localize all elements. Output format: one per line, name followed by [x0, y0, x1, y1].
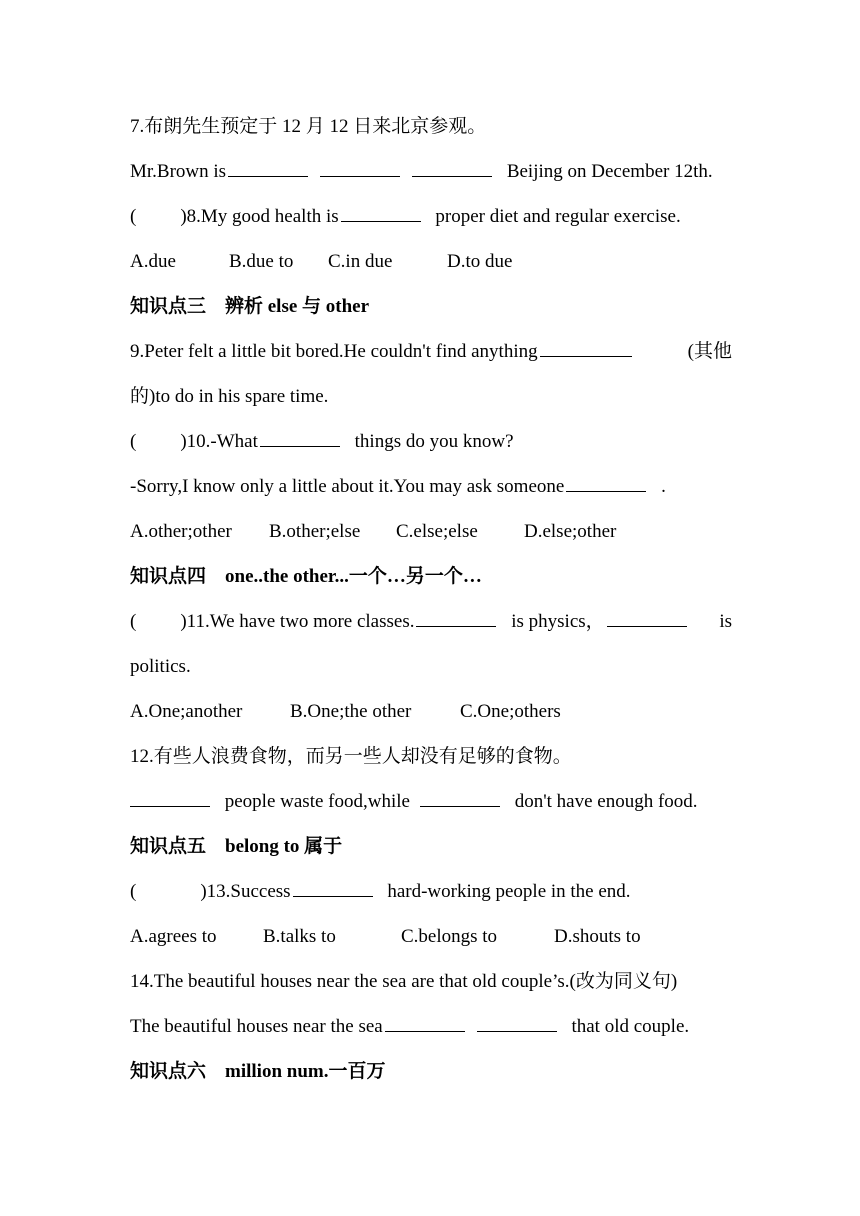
question-7-chinese-text: 7.布朗先生预定于 12 月 12 日来北京参观。 [130, 116, 487, 137]
option-a: A.One;another [130, 701, 243, 722]
answer-blank[interactable] [130, 805, 210, 807]
question-11 [130, 599, 732, 644]
question-11-continued [130, 644, 732, 689]
answer-blank[interactable] [341, 220, 421, 222]
question-9 [130, 329, 732, 374]
question-11-text-c: is [719, 611, 732, 632]
question-10-text-b: things do you know? [354, 431, 514, 452]
worksheet-page [130, 104, 732, 1094]
question-13-text-b: hard-working people in the end. [387, 881, 631, 902]
option-b: B.One;the other [290, 701, 412, 722]
option-a: A.other;other [130, 521, 232, 542]
question-7-text-b: Beijing on December 12th. [506, 161, 713, 182]
section-heading-3-text: 知识点三 辨析 else 与 other [130, 296, 370, 317]
section-heading-5 [130, 824, 732, 869]
option-c: C.else;else [396, 521, 478, 542]
question-8-text-a: )8.My good health is [180, 206, 339, 227]
option-c: C.in due [328, 251, 393, 272]
answer-blank[interactable] [385, 1030, 465, 1032]
question-12-chinese-text: 12.有些人浪费食物，而另一些人却没有足够的食物。 [130, 746, 572, 767]
question-9-text-a: 9.Peter felt a little bit bored.He couldn't find anything [130, 341, 538, 362]
question-11-text-a: )11.We have two more classes. [180, 611, 415, 632]
question-14-text-b: The beautiful houses near the sea [130, 1016, 383, 1037]
option-d: D.to due [447, 251, 513, 272]
question-9-text-c: 的)to do in his spare time. [130, 386, 329, 407]
answer-blank[interactable] [607, 625, 687, 627]
section-heading-5-text: 知识点五 belong to 属于 [130, 836, 343, 857]
option-b: B.other;else [269, 521, 361, 542]
option-a: A.agrees to [130, 926, 217, 947]
answer-blank[interactable] [293, 895, 373, 897]
question-9-continued [130, 374, 732, 419]
question-14-text-c: that old couple. [571, 1016, 690, 1037]
question-14-rewrite [130, 1004, 732, 1049]
question-10-options [130, 509, 732, 554]
question-11-text-b: is physics， [511, 611, 605, 632]
answer-blank[interactable] [320, 175, 400, 177]
question-7-english [130, 149, 732, 194]
answer-paren-open: ( [130, 206, 137, 227]
option-a: A.due [130, 251, 176, 272]
answer-paren-open: ( [130, 431, 137, 452]
section-heading-4-text: 知识点四 one..the other...一个…另一个… [130, 566, 482, 587]
option-d: D.shouts to [554, 926, 641, 947]
option-b: B.due to [229, 251, 294, 272]
option-c: C.belongs to [401, 926, 498, 947]
section-heading-4 [130, 554, 732, 599]
option-b: B.talks to [263, 926, 336, 947]
question-8 [130, 194, 732, 239]
question-11-text-d: politics. [130, 656, 191, 677]
answer-blank[interactable] [416, 625, 496, 627]
question-11-options [130, 689, 732, 734]
question-13-text-a: )13.Success [200, 881, 291, 902]
answer-blank[interactable] [566, 490, 646, 492]
answer-paren-open: ( [130, 881, 137, 902]
question-13-options [130, 914, 732, 959]
question-10-reply [130, 464, 732, 509]
section-heading-3 [130, 284, 732, 329]
answer-blank[interactable] [228, 175, 308, 177]
section-heading-6 [130, 1049, 732, 1094]
question-7-chinese [130, 104, 732, 149]
question-8-options [130, 239, 732, 284]
question-10-text-c: -Sorry,I know only a little about it.You may ask someone [130, 476, 565, 497]
question-12-text-a: people waste food,while [224, 791, 410, 812]
answer-blank[interactable] [260, 445, 340, 447]
question-14 [130, 959, 732, 1004]
question-10-text-d: . [661, 476, 666, 497]
question-14-text-a: 14.The beautiful houses near the sea are that old couple’s.(改为同义句) [130, 971, 678, 992]
question-10 [130, 419, 732, 464]
answer-blank[interactable] [412, 175, 492, 177]
answer-blank[interactable] [477, 1030, 557, 1032]
option-d: D.else;other [524, 521, 617, 542]
question-12-text-b: don't have enough food. [514, 791, 698, 812]
section-heading-6-text: 知识点六 million num.一百万 [130, 1061, 386, 1082]
question-10-text-a: )10.-What [180, 431, 258, 452]
question-8-text-b: proper diet and regular exercise. [435, 206, 681, 227]
question-12-chinese [130, 734, 732, 779]
answer-blank[interactable] [540, 355, 632, 357]
option-c: C.One;others [460, 701, 561, 722]
question-9-text-b: (其他 [687, 341, 732, 362]
question-7-text-a: Mr.Brown is [130, 161, 227, 182]
answer-blank[interactable] [420, 805, 500, 807]
answer-paren-open: ( [130, 611, 137, 632]
question-12-english [130, 779, 732, 824]
question-13 [130, 869, 732, 914]
